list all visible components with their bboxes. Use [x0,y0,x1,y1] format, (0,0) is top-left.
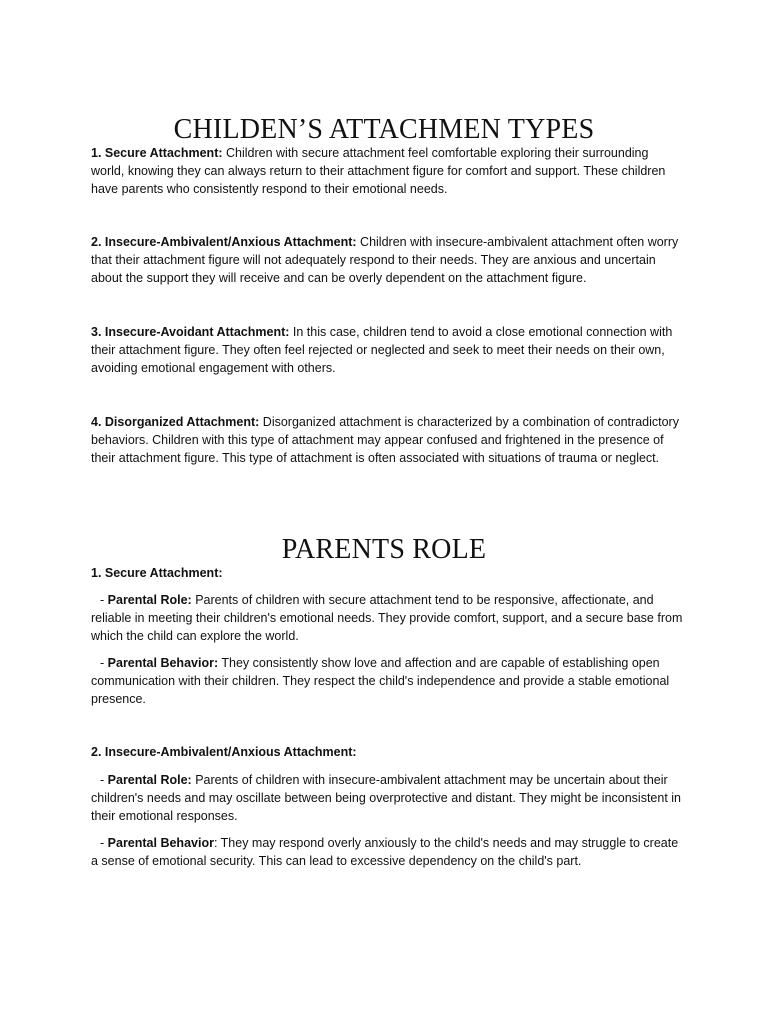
attachment-item-text: In this case, children tend to avoid a close emotional connection with their attachment figure. They often feel rejected or neglected and seek to meet their needs on their own, avoiding emotional engagement with others. [91,325,673,375]
attachment-item-label: 1. Secure Attachment: [91,146,223,160]
attachment-item-label: 4. Disorganized Attachment: [91,415,260,429]
parental-behavior-label: Parental Behavior [107,836,214,850]
attachment-item-text: Disorganized attachment is characterized by a combination of contradictory behaviors. Children with this type of attachment may appear confused and frightened in the presence of their attachment figure. This type of attachment is often associated with situations of trauma or neglect. [91,415,679,465]
attachment-item-label: 3. Insecure-Avoidant Attachment: [91,325,290,339]
attachment-item-avoidant [91,323,683,377]
attachment-item-text: Children with secure attachment feel comfortable exploring their surrounding world, knowing they can always return to their attachment figure for comfort and support. These children have parents who consistently respond to their emotional needs. [91,146,666,196]
parental-behavior-text: They consistently show love and affection and are capable of establishing open communication with their children. They respect the child's independence and provide a stable emotional presence. [91,656,670,706]
parents-group-heading-text: 1. Secure Attachment: [91,566,223,580]
attachment-item-text: Children with insecure-ambivalent attachment often worry that their attachment figure will not adequately respond to their needs. They are anxious and uncertain about the support they will receive and can be overly dependent on the attachment figure. [91,235,679,285]
parental-role-text: Parents of children with insecure-ambivalent attachment may be uncertain about their children's needs and may oscillate between being overprotective and distant. They might be inconsistent in their emotional responses. [91,773,682,823]
parental-behavior-label: Parental Behavior: [107,656,219,670]
attachment-item-label: 2. Insecure-Ambivalent/Anxious Attachment: [91,235,357,249]
parental-role-ambivalent [91,771,683,825]
parental-role-label: Parental Role: [107,773,192,787]
parental-role-secure [91,591,683,645]
attachment-item-disorganized [91,413,683,467]
parental-role-text: Parents of children with secure attachment tend to be responsive, affectionate, and reliable in meeting their children's emotional needs. They provide comfort, support, and a secure base from which the child can explore the world. [91,593,683,643]
parents-group-heading [91,564,683,582]
attachment-types-title: CHILDEN’S ATTACHMEN TYPES [173,114,595,145]
dash-marker: - [100,836,105,850]
dash-marker: - [100,593,105,607]
attachment-item-secure [91,144,683,198]
parents-role-title: PARENTS ROLE [281,534,487,565]
parental-behavior-secure [91,654,683,708]
attachment-item-ambivalent [91,233,683,287]
dash-marker: - [100,656,105,670]
parental-behavior-ambivalent [91,834,683,870]
dash-marker: - [100,773,105,787]
parents-group-heading [91,743,683,761]
parental-behavior-text: : They may respond overly anxiously to the child's needs and may struggle to create a sense of emotional security. This can lead to excessive dependency on the child's part. [91,836,679,868]
parents-group-heading-text: 2. Insecure-Ambivalent/Anxious Attachment: [91,745,357,759]
parental-role-label: Parental Role: [107,593,192,607]
